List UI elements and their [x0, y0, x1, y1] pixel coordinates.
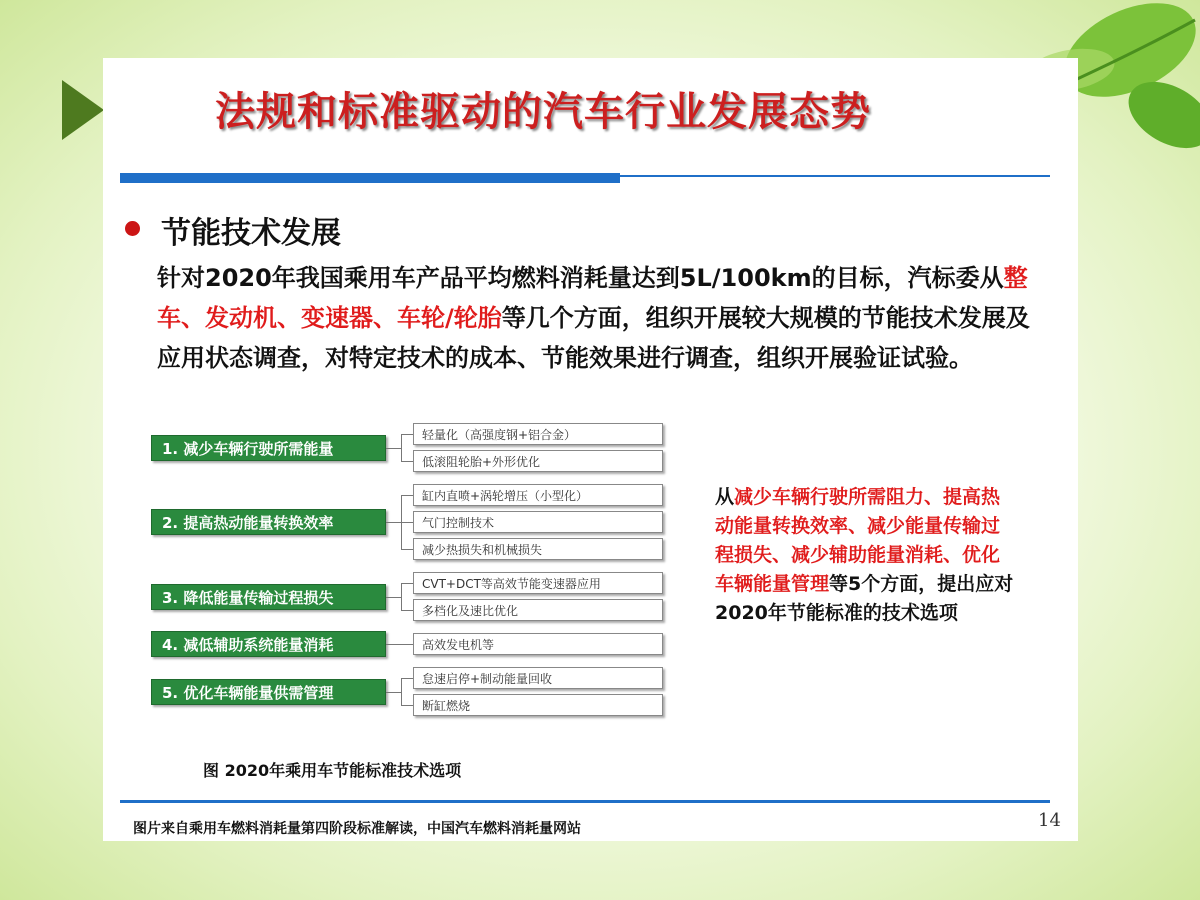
- para-text-2: 等几个方面，组织开展较大规模的节能技术发展及应用状态调查，对特定技术的成本、节能效果进行调查，组织开展验证试验。: [157, 304, 1030, 372]
- connector-line: [401, 610, 413, 611]
- note-prefix: 从: [715, 486, 735, 508]
- category-box-1: 1. 减少车辆行驶所需能量: [151, 435, 386, 461]
- slide: [103, 58, 1078, 841]
- connector-line: [401, 678, 402, 705]
- connector-line: [386, 448, 401, 449]
- connector-line: [401, 705, 413, 706]
- category-box-2: 2. 提高热动能量转换效率: [151, 509, 386, 535]
- category-box-3: 3. 降低能量传输过程损失: [151, 584, 386, 610]
- figure-caption: 图 2020年乘用车节能标准技术选项: [203, 761, 462, 780]
- section-heading: 节能技术发展: [161, 216, 341, 251]
- note-suffix: 等5个方面，提出应对2020年节能标准的技术选项: [715, 573, 1014, 624]
- option-box: 轻量化（高强度钢+铝合金）: [413, 423, 663, 445]
- connector-line: [401, 583, 413, 584]
- connector-line: [386, 522, 401, 523]
- connector-line: [401, 434, 413, 435]
- option-box: 断缸燃烧: [413, 694, 663, 716]
- connector-line: [401, 522, 413, 523]
- para-text-1: 针对2020年我国乘用车产品平均燃料消耗量达到5L/100km的目标，汽标委从: [157, 264, 1004, 292]
- option-box: 减少热损失和机械损失: [413, 538, 663, 560]
- option-box: 缸内直喷+涡轮增压（小型化）: [413, 484, 663, 506]
- connector-line: [401, 644, 413, 645]
- option-box: CVT+DCT等高效节能变速器应用: [413, 572, 663, 594]
- category-box-5: 5. 优化车辆能量供需管理: [151, 679, 386, 705]
- option-box: 低滚阻轮胎+外形优化: [413, 450, 663, 472]
- option-box: 气门控制技术: [413, 511, 663, 533]
- option-box: 多档化及速比优化: [413, 599, 663, 621]
- option-box: 怠速启停+制动能量回收: [413, 667, 663, 689]
- connector-line: [401, 549, 413, 550]
- intro-paragraph: [157, 258, 1037, 378]
- connector-line: [401, 678, 413, 679]
- para-highlight: 整车、发动机、变速器、车轮/轮胎: [157, 264, 1028, 332]
- title-rule-accent: [120, 173, 620, 183]
- connector-line: [401, 495, 413, 496]
- connector-line: [401, 461, 413, 462]
- category-box-4: 4. 减低辅助系统能量消耗: [151, 631, 386, 657]
- option-box: 高效发电机等: [413, 633, 663, 655]
- connector-line: [386, 644, 401, 645]
- connector-line: [401, 434, 402, 461]
- source-note: 图片来自乘用车燃料消耗量第四阶段标准解读，中国汽车燃料消耗量网站: [133, 821, 581, 837]
- slide-title: 法规和标准驱动的汽车行业发展态势: [215, 89, 871, 135]
- tech-options-diagram: [151, 423, 671, 773]
- note-highlight: 减少车辆行驶所需阻力、提高热动能量转换效率、减少能量传输过程损失、减少辅助能量消耗、优化车辆能量管理: [715, 486, 1001, 595]
- connector-line: [386, 597, 401, 598]
- page-number: 14: [1038, 810, 1061, 831]
- footer-rule: [120, 800, 1050, 803]
- side-note: [715, 483, 1015, 628]
- connector-line: [386, 692, 401, 693]
- bullet-icon: [125, 221, 140, 236]
- connector-line: [401, 583, 402, 610]
- play-arrow-icon: [62, 80, 104, 140]
